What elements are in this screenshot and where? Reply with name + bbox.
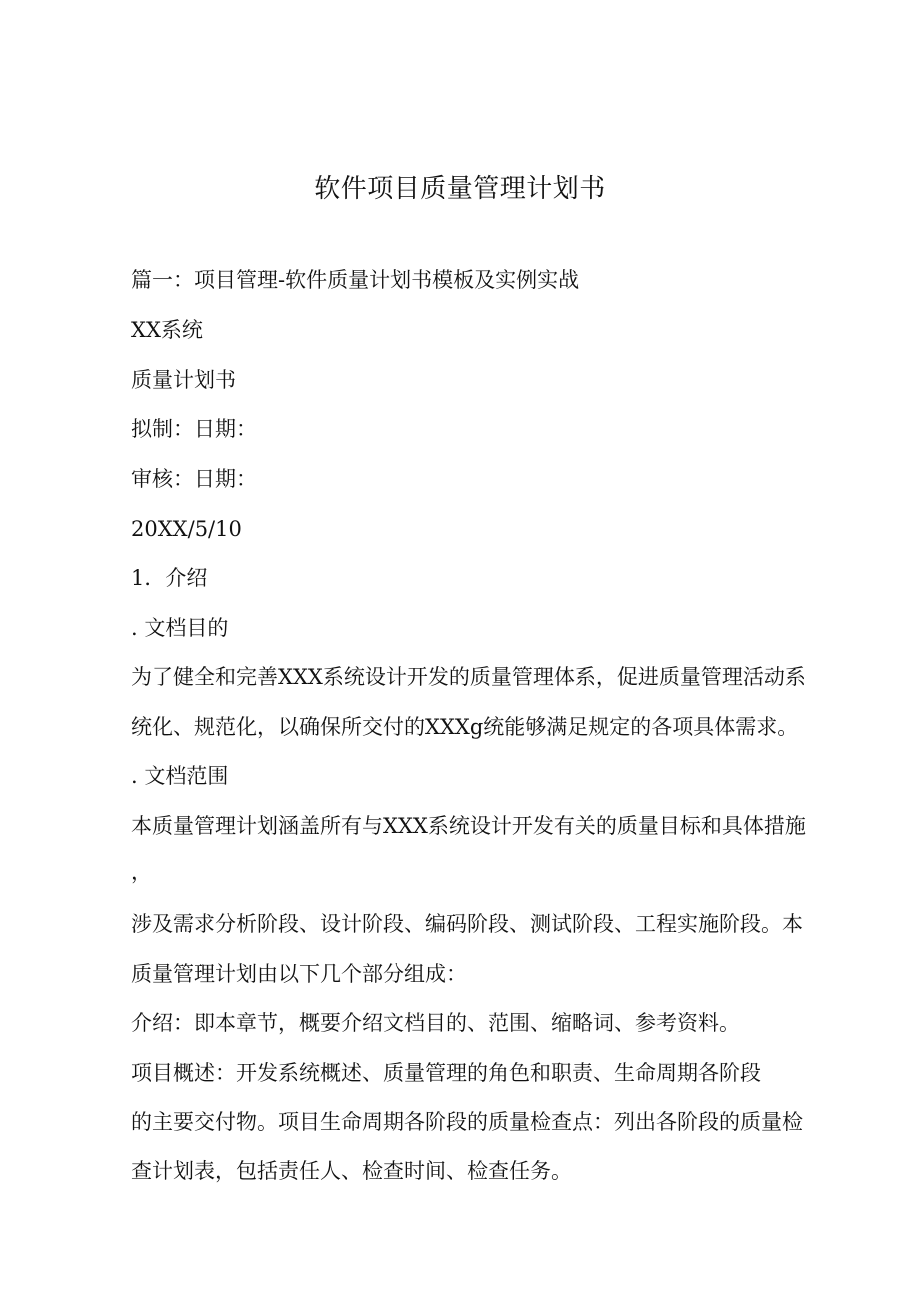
document-title: 软件项目质量管理计划书 [314,174,606,204]
document-date: 20XX/5/10 [131,517,242,541]
paragraph-line: 介绍：即本章节，概要介绍文档目的、范围、缩略词、参考资料。 [131,1011,740,1035]
chapter-heading: 篇一：项目管理-软件质量计划书模板及实例实战 [131,268,580,292]
paragraph-line: 涉及需求分析阶段、设计阶段、编码阶段、测试阶段、工程实施阶段。本 [131,912,803,936]
subsection-heading-purpose: . 文档目的 [131,616,229,640]
paragraph-line: 项目概述：开发系统概述、质量管理的角色和职责、生命周期各阶段 [131,1061,761,1085]
paragraph-line: 为了健全和完善XXX系统设计开发的质量管理体系，促进质量管理活动系 [131,665,806,689]
reviewed-by-date: 审核：日期： [131,467,257,491]
section-heading-intro: 1．介绍 [131,566,208,590]
paragraph-line: 的主要交付物。项目生命周期各阶段的质量检查点：列出各阶段的质量检 [131,1110,803,1134]
doc-subtitle: 质量计划书 [131,368,236,392]
paragraph-line: 质量管理计划由以下几个部分组成： [131,962,467,986]
paragraph-line: ， [131,860,152,884]
system-name: XX系统 [131,318,203,342]
drafted-by-date: 拟制：日期： [131,417,257,441]
paragraph-line: 查计划表，包括责任人、检查时间、检查任务。 [131,1159,572,1183]
paragraph-line: 统化、规范化，以确保所交付的XXXg统能够满足规定的各项具体需求。 [131,715,799,739]
subsection-heading-scope: . 文档范围 [131,764,229,788]
paragraph-line: 本质量管理计划涵盖所有与XXX系统设计开发有关的质量目标和具体措施 [131,814,806,838]
